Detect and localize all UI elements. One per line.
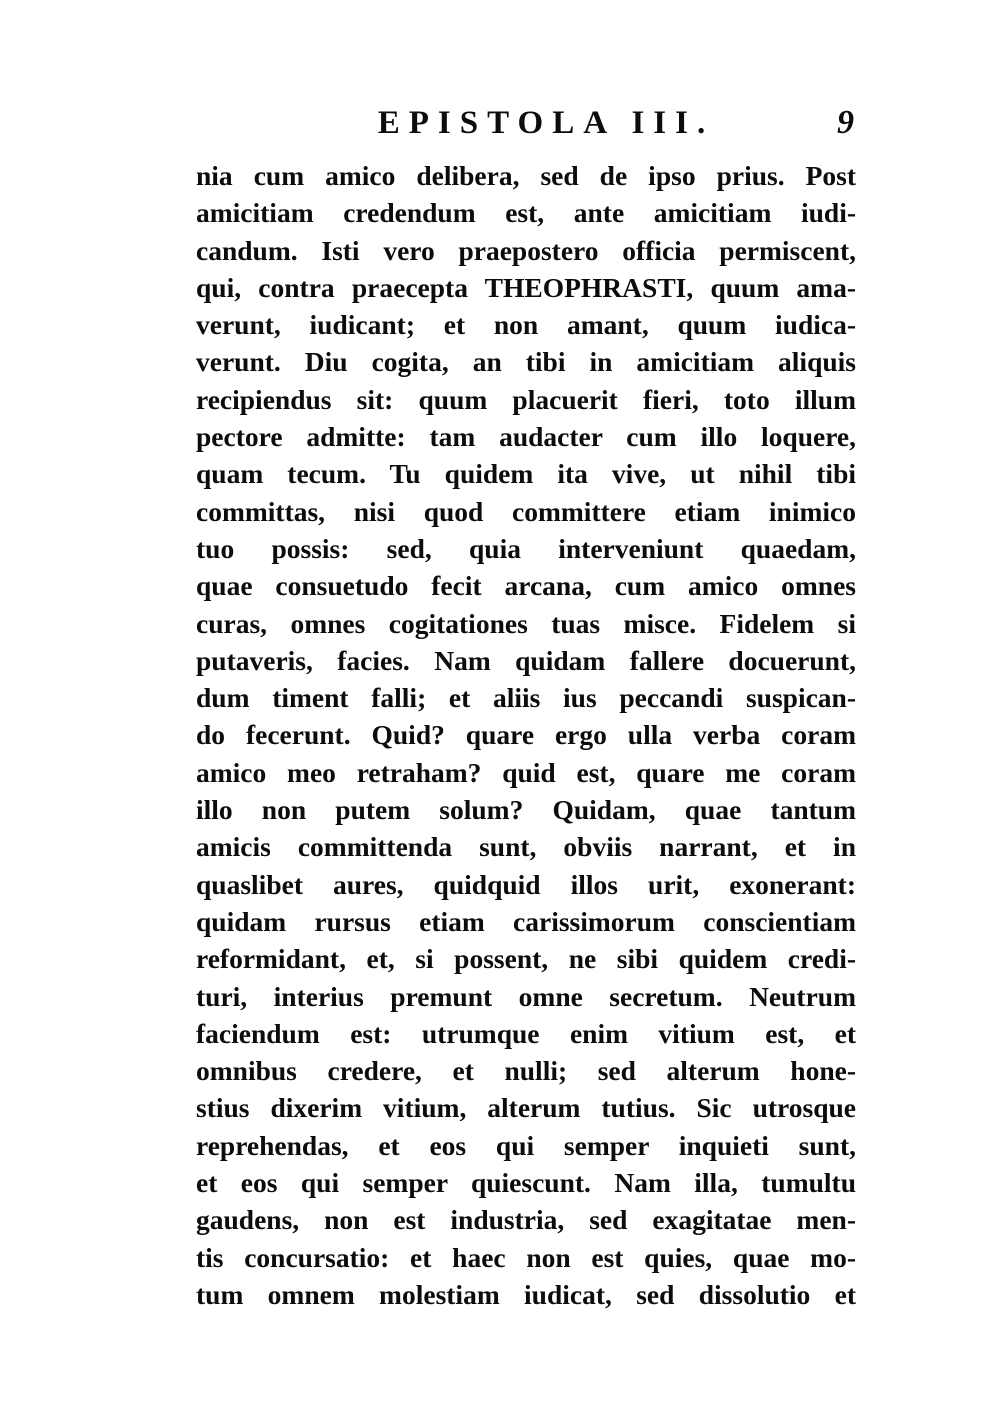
text-line: verunt. Diu cogita, an tibi in amicitiam aliquis xyxy=(196,346,856,378)
text-line: omnibus credere, et nulli; sed alterum hone- xyxy=(196,1055,856,1087)
text-line: gaudens, non est industria, sed exagitatae men- xyxy=(196,1204,856,1236)
text-line: et eos qui semper quiescunt. Nam illa, tumultu xyxy=(196,1167,856,1199)
text-line: quaslibet aures, quidquid illos urit, exonerant: xyxy=(196,868,856,900)
text-line: candum. Isti vero praepostero officia permiscent, xyxy=(196,234,856,266)
text-line: quidam rursus etiam carissimorum conscientiam xyxy=(196,905,856,937)
text-line: tum omnem molestiam iudicat, sed dissolutio et xyxy=(196,1278,856,1310)
body-text xyxy=(196,157,856,1313)
text-line: tis concursatio: et haec non est quies, quae mo- xyxy=(196,1241,856,1273)
text-line: putaveris, facies. Nam quidam fallere docuerunt, xyxy=(196,644,856,676)
running-head xyxy=(196,98,856,148)
text-line: do fecerunt. Quid? quare ergo ulla verba coram xyxy=(196,719,856,751)
text-line: pectore admitte: tam audacter cum illo loquere, xyxy=(196,421,856,453)
text-line: amicis committenda sunt, obviis narrant, et in xyxy=(196,831,856,863)
text-line: reprehendas, et eos qui semper inquieti sunt, xyxy=(196,1129,856,1161)
text-line: curas, omnes cogitationes tuas misce. Fidelem si xyxy=(196,607,856,639)
text-line: quam tecum. Tu quidem ita vive, ut nihil tibi xyxy=(196,458,856,490)
text-line: quae consuetudo fecit arcana, cum amico omnes xyxy=(196,570,856,602)
text-line: tuo possis: sed, quia interveniunt quaedam, xyxy=(196,532,856,564)
text-line: dum timent falli; et aliis ius peccandi suspican- xyxy=(196,682,856,714)
text-line: verunt, iudicant; et non amant, quum iudica- xyxy=(196,309,856,341)
running-title: EPISTOLA III. xyxy=(377,105,715,141)
text-line: faciendum est: utrumque enim vitium est, et xyxy=(196,1017,856,1049)
text-line: reformidant, et, si possent, ne sibi quidem credi- xyxy=(196,943,856,975)
text-line: committas, nisi quod committere etiam inimico xyxy=(196,495,856,527)
text-line: amicitiam credendum est, ante amicitiam iudi- xyxy=(196,197,856,229)
text-line: qui, contra praecepta THEOPHRASTI, quum ama- xyxy=(196,271,856,303)
text-line: recipiendus sit: quum placuerit fieri, toto illum xyxy=(196,383,856,415)
text-line: amico meo retraham? quid est, quare me coram xyxy=(196,756,856,788)
text-line: turi, interius premunt omne secretum. Neutrum xyxy=(196,980,856,1012)
page-number: 9 xyxy=(837,104,854,141)
text-line: nia cum amico delibera, sed de ipso prius. Post xyxy=(196,160,856,191)
text-line: illo non putem solum? Quidam, quae tantum xyxy=(196,794,856,826)
text-line: stius dixerim vitium, alterum tutius. Sic utrosque xyxy=(196,1092,856,1124)
